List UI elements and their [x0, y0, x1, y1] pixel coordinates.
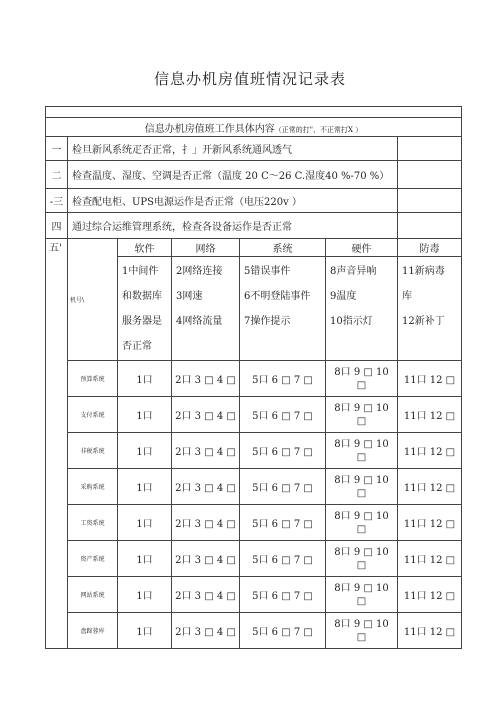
- row-number: 一: [46, 137, 68, 161]
- check-row: [46, 213, 462, 239]
- network-check[interactable]: 2口 3 □ 4 □: [172, 613, 240, 649]
- hardware-line: 8口 9 □ 10: [334, 546, 389, 558]
- row-number: -三: [46, 189, 68, 213]
- check-text: 检查温度、湿度、空调是否正常（温度 20 C〜26 C.湿度40 %-70 %）: [68, 161, 398, 189]
- hardware-line: 8口 9 □ 10: [334, 510, 389, 522]
- hardware-line: □: [356, 451, 367, 463]
- table-row: [46, 577, 462, 613]
- software-check[interactable]: 1口: [118, 577, 172, 613]
- description-line: 2网络连接: [176, 266, 223, 277]
- check-row: [46, 137, 462, 161]
- subheader-row: [46, 118, 462, 137]
- hardware-line: □: [356, 595, 367, 607]
- network-check[interactable]: 2口 3 □ 4 □: [172, 577, 240, 613]
- page-title: 信息办机房值班情况记录表: [153, 70, 346, 88]
- description-line: 服务器是: [122, 316, 162, 327]
- antivirus-check[interactable]: 11口 12 □: [398, 541, 462, 577]
- hardware-line: 8口 9 □ 10: [334, 402, 389, 414]
- hardware-line: □: [356, 415, 367, 427]
- hardware-check[interactable]: [326, 397, 398, 433]
- system-check[interactable]: 5口 6 □ 7 □: [240, 505, 326, 541]
- row-number: 五': [46, 239, 68, 649]
- hardware-check[interactable]: [326, 433, 398, 469]
- hardware-line: □: [356, 559, 367, 571]
- software-check[interactable]: 1口: [118, 541, 172, 577]
- hardware-line: 8口 9 □ 10: [334, 438, 389, 450]
- software-check[interactable]: 1口: [118, 361, 172, 397]
- description-line: 5错误事件: [244, 266, 291, 277]
- hardware-line: □: [356, 523, 367, 535]
- table-row: [46, 469, 462, 505]
- description-cell: [118, 257, 172, 361]
- check-result-cell[interactable]: [398, 161, 462, 189]
- check-result-cell[interactable]: [398, 137, 462, 161]
- software-check[interactable]: 1口: [118, 397, 172, 433]
- column-header-row: [46, 239, 462, 257]
- description-line: 3网速: [176, 291, 203, 302]
- hardware-check[interactable]: [326, 361, 398, 397]
- description-line: 8声音异响: [330, 266, 377, 277]
- network-check[interactable]: 2口 3 □ 4 □: [172, 469, 240, 505]
- column-header: 软件: [118, 239, 172, 257]
- column-header: 防毒: [398, 239, 462, 257]
- software-check[interactable]: 1口: [118, 505, 172, 541]
- antivirus-check[interactable]: 11口 12 □: [398, 397, 462, 433]
- check-result-cell[interactable]: [398, 213, 462, 239]
- hardware-line: 8口 9 □ 10: [334, 474, 389, 486]
- description-line: 12新补丁: [402, 316, 445, 327]
- antivirus-check[interactable]: 11口 12 □: [398, 469, 462, 505]
- subheader-cell: [46, 118, 462, 137]
- check-row: [46, 161, 462, 189]
- network-check[interactable]: 2口 3 □ 4 □: [172, 397, 240, 433]
- check-text: 检旦新风系统疋否正常，扌」开新风系统通风透气: [68, 137, 398, 161]
- system-name: 采购系统: [68, 469, 118, 505]
- check-row: [46, 189, 462, 213]
- system-check[interactable]: 5口 6 □ 7 □: [240, 577, 326, 613]
- description-line: 否正常: [122, 341, 152, 352]
- software-check[interactable]: 1口: [118, 613, 172, 649]
- system-name: 工资系统: [68, 505, 118, 541]
- network-check[interactable]: 2口 3 □ 4 □: [172, 541, 240, 577]
- system-name: 盘蹄蓉库: [68, 613, 118, 649]
- table-row: [46, 541, 462, 577]
- column-header: 硬件: [326, 239, 398, 257]
- check-text: 通过综合运维管理系统，检查各设备运作是否正常: [68, 213, 398, 239]
- system-name: 非税系统: [68, 433, 118, 469]
- software-check[interactable]: 1口: [118, 433, 172, 469]
- row-number: 二: [46, 161, 68, 189]
- blank-cell: [46, 107, 462, 118]
- description-cell: [326, 257, 398, 361]
- hardware-check[interactable]: [326, 541, 398, 577]
- system-check[interactable]: 5口 6 □ 7 □: [240, 433, 326, 469]
- row-number: 四: [46, 213, 68, 239]
- hardware-line: 8口 9 □ 10: [334, 366, 389, 378]
- description-line: 7操作提示: [244, 316, 291, 327]
- description-line: 库: [402, 291, 412, 302]
- description-line: 1中间件: [122, 266, 159, 277]
- table-row: [46, 397, 462, 433]
- spacer-row: [46, 107, 462, 118]
- table-row: [46, 361, 462, 397]
- table-row: [46, 613, 462, 649]
- description-cell: [240, 257, 326, 361]
- hardware-check[interactable]: [326, 577, 398, 613]
- column-header: 系统: [240, 239, 326, 257]
- hardware-line: 8口 9 □ 10: [334, 618, 389, 630]
- hardware-line: □: [356, 379, 367, 391]
- antivirus-check[interactable]: 11口 12 □: [398, 505, 462, 541]
- system-check[interactable]: 5口 6 □ 7 □: [240, 361, 326, 397]
- software-check[interactable]: 1口: [118, 469, 172, 505]
- hardware-line: □: [356, 487, 367, 499]
- network-check[interactable]: 2口 3 □ 4 □: [172, 361, 240, 397]
- description-line: 9温度: [330, 291, 357, 302]
- network-check[interactable]: 2口 3 □ 4 □: [172, 505, 240, 541]
- system-check[interactable]: 5口 6 □ 7 □: [240, 397, 326, 433]
- system-name: 预算系统: [68, 361, 118, 397]
- hardware-check[interactable]: [326, 613, 398, 649]
- description-line: 4网络流量: [176, 316, 223, 327]
- description-cell: [172, 257, 240, 361]
- system-name: 资产系统: [68, 541, 118, 577]
- description-line: 10指示灯: [330, 316, 373, 327]
- network-check[interactable]: 2口 3 □ 4 □: [172, 433, 240, 469]
- description-line: 和数据库: [122, 291, 162, 302]
- table-row: [46, 505, 462, 541]
- antivirus-check[interactable]: 11口 12 □: [398, 577, 462, 613]
- subheader-label: 信息办机房值班工作具体内容: [144, 123, 275, 135]
- check-result-cell[interactable]: [398, 189, 462, 213]
- system-name: 支付系统: [68, 397, 118, 433]
- subheader-note: （正常的打"、不正常打X ）: [274, 125, 363, 134]
- hardware-check[interactable]: [326, 469, 398, 505]
- duty-record-table: [45, 106, 462, 649]
- system-check[interactable]: 5口 6 □ 7 □: [240, 613, 326, 649]
- machine-label: 机号\: [68, 239, 118, 361]
- hardware-check[interactable]: [326, 505, 398, 541]
- antivirus-check[interactable]: 11口 12 □: [398, 433, 462, 469]
- column-header: 网络: [172, 239, 240, 257]
- description-line: 11新病毒: [402, 266, 445, 277]
- system-check[interactable]: 5口 6 □ 7 □: [240, 541, 326, 577]
- system-check[interactable]: 5口 6 □ 7 □: [240, 469, 326, 505]
- antivirus-check[interactable]: 11口 12 □: [398, 361, 462, 397]
- table-row: [46, 433, 462, 469]
- hardware-line: □: [356, 631, 367, 643]
- antivirus-check[interactable]: 11口 12 □: [398, 613, 462, 649]
- description-line: 6不明登陆事件: [244, 291, 311, 302]
- description-cell: [398, 257, 462, 361]
- system-name: 网站系统: [68, 577, 118, 613]
- hardware-line: 8口 9 □ 10: [334, 582, 389, 594]
- check-text: 检查配电柜、UPS电源运作是否正常（电压220v ）: [68, 189, 398, 213]
